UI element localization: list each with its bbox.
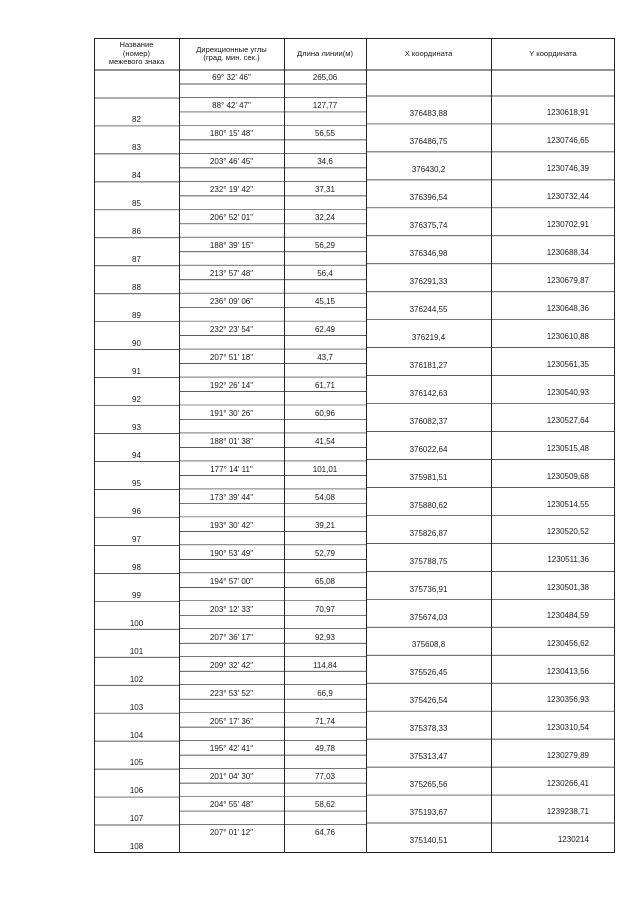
bearing-angle: 173° 39' 44": [209, 492, 254, 502]
bearing-angle: 88° 42' 47": [212, 101, 251, 111]
header-line-length: Длина линии(м): [297, 48, 353, 58]
point-name: 93: [132, 422, 141, 432]
bearing-angle: 204° 55' 48": [209, 800, 254, 810]
bearing-angle: 205° 17' 36": [209, 716, 254, 726]
bearing-angle: 232° 19' 42": [209, 185, 254, 195]
x-coordinate: 375526,45: [409, 668, 448, 678]
x-coordinate: 376082,37: [409, 416, 448, 426]
line-length: 64,76: [314, 828, 336, 838]
bearing-angle: 190° 53' 49": [209, 548, 254, 558]
line-length: 43,7: [317, 352, 333, 362]
point-name: 108: [129, 842, 144, 852]
line-length: 39,21: [314, 520, 336, 530]
point-name: 90: [132, 339, 141, 349]
y-coordinate: 1230679,87: [546, 275, 589, 285]
y-coordinate: 1230702,91: [546, 219, 589, 229]
y-coordinate: 1230648,36: [546, 303, 589, 313]
point-name: 106: [129, 786, 144, 796]
x-coordinate: 376346,98: [409, 248, 448, 258]
line-length: 114,84: [313, 660, 337, 670]
y-coordinate: 1230540,93: [546, 387, 589, 397]
line-length: 58,62: [314, 800, 336, 810]
bearing-angle: 191° 30' 26": [209, 408, 254, 418]
x-coordinate: 376142,63: [409, 388, 448, 398]
x-coordinate: 375736,91: [409, 584, 448, 594]
y-coordinate: 1230514,55: [546, 499, 589, 509]
x-coordinate: 376022,64: [409, 444, 448, 454]
point-name: 105: [129, 758, 144, 768]
y-coordinate: 1230515,48: [546, 443, 589, 453]
boundary-coordinates-table: [94, 38, 615, 853]
point-name: 107: [129, 814, 144, 824]
point-name: 98: [132, 562, 141, 572]
x-coordinate: 376181,27: [409, 360, 448, 370]
point-name: 104: [129, 730, 144, 740]
y-coordinate: 1239238,71: [546, 807, 589, 817]
line-length: 56,4: [317, 269, 333, 279]
y-coordinate: 1230746,65: [546, 135, 589, 145]
bearing-angle: 69° 32' 46": [212, 73, 251, 83]
x-coordinate: 376430,2: [411, 165, 446, 175]
x-coordinate: 376219,4: [411, 332, 446, 342]
x-coordinate: 375426,54: [409, 696, 448, 706]
y-coordinate: 1230456,62: [546, 639, 589, 649]
point-name: 100: [129, 618, 144, 628]
line-length: 77,03: [314, 772, 336, 782]
point-name: 83: [132, 143, 141, 153]
x-coordinate: 376291,33: [409, 276, 448, 286]
header-y-coordinate: Y координата: [529, 48, 577, 58]
point-name: 96: [132, 506, 141, 516]
x-coordinate: 375193,67: [409, 808, 448, 818]
bearing-angle: 192° 26' 14": [209, 380, 254, 390]
point-name: 92: [132, 394, 141, 404]
y-coordinate: 1230618,91: [546, 108, 589, 118]
line-length: 62,49: [314, 325, 336, 335]
x-coordinate: 375880,62: [409, 500, 448, 510]
bearing-angle: 193° 30' 42": [209, 520, 254, 530]
x-coordinate: 376244,55: [409, 304, 448, 314]
y-coordinate: 1230266,41: [546, 779, 589, 789]
line-length: 49,78: [314, 744, 336, 754]
y-coordinate: 1230688,34: [546, 247, 589, 257]
x-coordinate: 375788,75: [409, 556, 448, 566]
bearing-angle: 180° 15' 48": [209, 129, 254, 139]
line-length: 41,54: [314, 436, 336, 446]
bearing-angle: 207° 01' 12": [209, 828, 254, 838]
line-length: 65,08: [314, 576, 336, 586]
point-name: 94: [132, 450, 141, 460]
point-name: 99: [132, 590, 141, 600]
x-coordinate: 375378,33: [409, 724, 448, 734]
y-coordinate: 1230214: [557, 835, 589, 845]
point-name: 101: [129, 646, 144, 656]
y-coordinate: 1230509,68: [546, 471, 589, 481]
point-name: 102: [129, 674, 144, 684]
point-name: 85: [132, 199, 141, 209]
bearing-angle: 207° 51' 18": [209, 352, 254, 362]
point-name: 103: [129, 702, 144, 712]
line-length: 32,24: [314, 213, 336, 223]
x-coordinate: 376396,54: [409, 193, 448, 203]
x-coordinate: 375674,03: [409, 612, 448, 622]
y-coordinate: 1230732,44: [546, 191, 589, 201]
line-length: 37,31: [314, 185, 336, 195]
header-bearing: Дирекционные углы (град. мин. сек.): [196, 44, 267, 62]
x-coordinate: 375313,47: [409, 752, 448, 762]
line-length: 56,55: [314, 129, 336, 139]
bearing-angle: 201° 04' 30": [209, 772, 254, 782]
y-coordinate: 1230520,52: [546, 527, 589, 537]
line-length: 34,6: [317, 157, 333, 167]
line-length: 71,74: [314, 716, 336, 726]
y-coordinate: 1230561,35: [546, 359, 589, 369]
line-length: 61,71: [314, 380, 336, 390]
bearing-angle: 223° 53' 52": [209, 688, 254, 698]
line-length: 60,96: [314, 408, 336, 418]
x-coordinate: 375265,56: [409, 780, 448, 790]
y-coordinate: 1230746,39: [546, 163, 589, 173]
y-coordinate: 1230413,56: [546, 667, 589, 677]
y-coordinate: 1230501,38: [546, 583, 589, 593]
line-length: 92,93: [314, 632, 336, 642]
point-name: 84: [132, 171, 141, 181]
bearing-angle: 188° 39' 15": [209, 241, 254, 251]
bearing-angle: 203° 46' 45": [209, 157, 254, 167]
point-name: 82: [132, 115, 141, 125]
point-name: 86: [132, 227, 141, 237]
x-coordinate: 375608,8: [411, 640, 446, 650]
bearing-angle: 188° 01' 38": [209, 436, 254, 446]
point-name: 89: [132, 311, 141, 321]
bearing-angle: 209° 32' 42": [209, 660, 254, 670]
point-name: 88: [132, 283, 141, 293]
line-length: 54,08: [314, 492, 336, 502]
line-length: 52,79: [314, 548, 336, 558]
bearing-angle: 177° 14' 11": [210, 464, 253, 474]
header-x-coordinate: X координата: [404, 48, 453, 58]
point-name: 87: [132, 255, 141, 265]
line-length: 45,15: [314, 297, 336, 307]
bearing-angle: 232° 23' 54": [209, 325, 254, 335]
x-coordinate: 375981,51: [409, 472, 448, 482]
bearing-angle: 195° 42' 41": [209, 744, 254, 754]
header-point-name: Название (номер) межевого знака: [108, 40, 165, 67]
y-coordinate: 1230527,64: [546, 415, 589, 425]
x-coordinate: 376375,74: [409, 221, 448, 230]
bearing-angle: 236° 09' 06": [209, 297, 254, 307]
line-length: 66,9: [317, 688, 333, 698]
bearing-angle: 207° 36' 17": [209, 632, 254, 642]
y-coordinate: 1230310,54: [546, 723, 589, 733]
y-coordinate: 1230610,88: [546, 331, 589, 341]
line-length: 101,01: [312, 464, 338, 474]
line-length: 265,06: [312, 73, 338, 83]
x-coordinate: 376483,88: [409, 109, 448, 119]
y-coordinate: 1230511,36: [547, 555, 589, 565]
y-coordinate: 1230484,59: [546, 611, 589, 621]
point-name: 95: [132, 478, 141, 488]
line-length: 56,29: [314, 241, 336, 251]
bearing-angle: 203° 12' 33": [209, 604, 254, 614]
point-name: 97: [132, 534, 141, 544]
x-coordinate: 376486,75: [409, 137, 448, 147]
line-length: 127,77: [312, 101, 338, 111]
x-coordinate: 375140,51: [409, 836, 448, 846]
x-coordinate: 375826,87: [409, 528, 448, 538]
bearing-angle: 194° 57' 00": [209, 576, 254, 586]
y-coordinate: 1230356,93: [546, 695, 589, 705]
point-name: 91: [132, 366, 141, 376]
y-coordinate: 1230279,89: [546, 751, 589, 761]
bearing-angle: 213° 57' 48": [209, 269, 254, 279]
bearing-angle: 206° 52' 01": [209, 213, 254, 223]
line-length: 70,97: [314, 604, 336, 614]
